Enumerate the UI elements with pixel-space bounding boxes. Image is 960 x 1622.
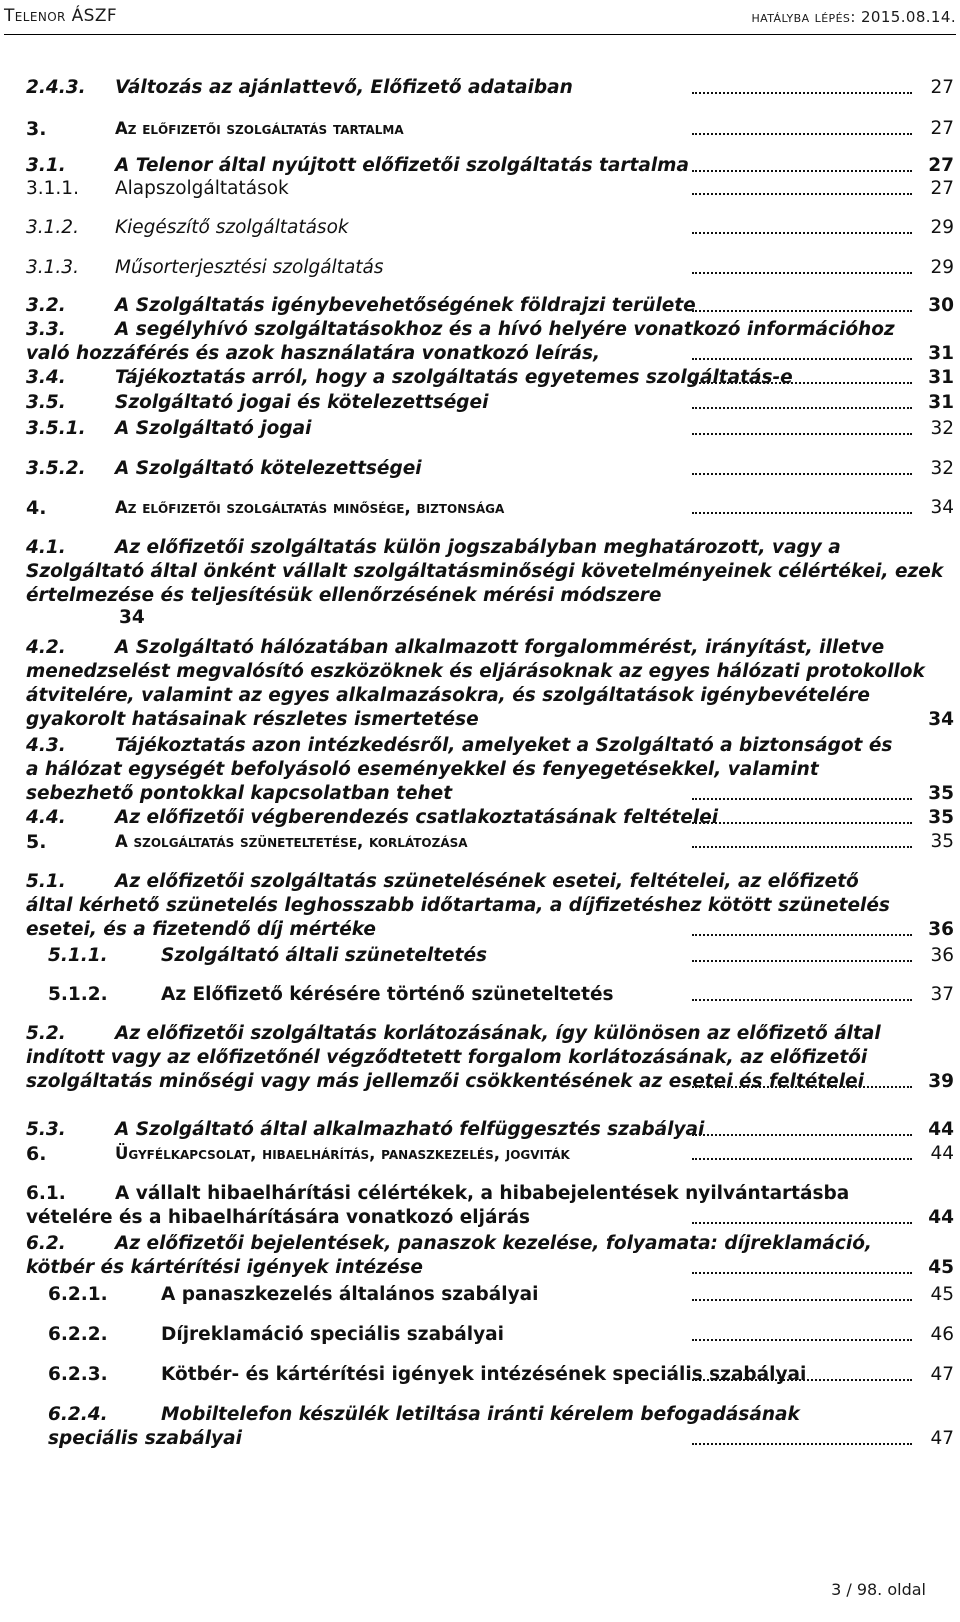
toc-entry[interactable]	[26, 1142, 956, 1166]
toc-entry-number: 4.	[26, 497, 47, 519]
toc-entry-title: Tájékoztatás arról, hogy a szolgáltatás egyetemes szolgáltatás-e	[26, 366, 956, 390]
toc-entry[interactable]	[26, 1118, 956, 1142]
toc-entry-title: Díjreklamáció speciális szabályai	[48, 1323, 956, 1347]
toc-entry[interactable]	[48, 983, 956, 1007]
toc-entry[interactable]	[26, 1182, 956, 1230]
toc-entry[interactable]	[26, 417, 956, 441]
toc-entry-title: Ügyfélkapcsolat, hibaelhárítás, panaszkezelés, jogviták	[26, 1142, 956, 1166]
toc-entry-page: 45	[930, 1284, 954, 1305]
toc-entry-page: 32	[930, 458, 954, 479]
toc-entry[interactable]	[26, 536, 956, 628]
toc-entry[interactable]	[26, 734, 956, 806]
toc-entry-page: 30	[928, 295, 954, 316]
toc-entry-number: 3.5.	[26, 392, 66, 413]
toc-entry-number: 4.2.	[26, 637, 66, 658]
toc-entry-number: 4.1.	[26, 537, 66, 558]
toc-entry-number: 3.5.1.	[26, 418, 86, 439]
toc-entry-number: 5.1.	[26, 871, 66, 892]
toc-entry-number: 5.	[26, 831, 47, 853]
toc-entry-number: 5.1.1.	[48, 945, 108, 966]
toc-entry[interactable]	[26, 391, 956, 415]
toc-entry[interactable]	[26, 216, 956, 240]
toc-entry-title: Az előfizetői szolgáltatás szünetelésének esetei, feltételei, az előfizető által kérhető szünetelés leghosszabb időtartama, a díjfizetéshez kötött szünetelés esetei, és a fizetendő díj mértéke	[26, 870, 956, 942]
toc-entry-page: 27	[928, 155, 954, 176]
header-document-title: Telenor ÁSZF	[4, 6, 118, 26]
toc-entry-page: 31	[928, 392, 954, 413]
toc-entry[interactable]	[26, 636, 956, 732]
toc-entry[interactable]	[26, 177, 956, 201]
toc-entry-title: Az Előfizető kérésére történő szüneteltetés	[48, 983, 956, 1007]
toc-entry-page: 34	[119, 607, 145, 628]
toc-entry-page: 27	[930, 178, 954, 199]
toc-entry-number: 4.4.	[26, 807, 66, 828]
toc-entry-number: 5.1.2.	[48, 984, 108, 1005]
toc-entry-number: 6.	[26, 1143, 47, 1165]
toc-entry-title: A Szolgáltató jogai	[26, 417, 956, 441]
toc-entry[interactable]	[26, 870, 956, 942]
toc-entry-page: 47	[930, 1428, 954, 1449]
toc-entry-title: Változás az ajánlattevő, Előfizető adataiban	[26, 76, 956, 100]
toc-entry-number: 3.2.	[26, 295, 66, 316]
toc-entry-title: Műsorterjesztési szolgáltatás	[26, 256, 956, 280]
toc-entry-title: Szolgáltató jogai és kötelezettségei	[26, 391, 956, 415]
toc-entry[interactable]	[48, 1283, 956, 1307]
toc-entry[interactable]	[26, 76, 956, 100]
toc-entry-title: A Szolgáltató kötelezettségei	[26, 457, 956, 481]
toc-entry-number: 4.3.	[26, 735, 66, 756]
toc-entry-page: 39	[928, 1071, 954, 1092]
toc-entry-page: 34	[930, 497, 954, 518]
toc-entry-title: A vállalt hibaelhárítási célértékek, a hibabejelentések nyilvántartásba vételére és a hibaelhárítására vonatkozó eljárás	[26, 1182, 956, 1230]
toc-entry[interactable]	[26, 1232, 956, 1280]
toc-entry[interactable]	[26, 154, 956, 178]
toc-entry-title: A Szolgáltató által alkalmazható felfüggesztés szabályai	[26, 1118, 956, 1142]
toc-entry-page: 27	[930, 77, 954, 98]
toc-entry-title: Kiegészítő szolgáltatások	[26, 216, 956, 240]
toc-entry-title: A Szolgáltatás igénybevehetőségének földrajzi területe	[26, 294, 956, 318]
toc-entry-page: 36	[928, 919, 954, 940]
toc-entry-page: 44	[928, 1207, 954, 1228]
toc-entry-page: 31	[928, 343, 954, 364]
toc-entry-title: A segélyhívó szolgáltatásokhoz és a hívó helyére vonatkozó információhoz való hozzáférés és azok használatára vonatkozó leírás,	[26, 318, 956, 366]
toc-entry-page: 47	[930, 1364, 954, 1385]
toc-entry-number: 2.4.3.	[26, 77, 86, 98]
toc-entry-title: Tájékoztatás azon intézkedésről, amelyeket a Szolgáltató a biztonságot és a hálózat egységét befolyásoló eseményekkel és fenyegetésekkel, valamint sebezhető pontokkal kapcsolatban tehet	[26, 734, 956, 806]
toc-entry-page: 44	[928, 1119, 954, 1140]
toc-entry[interactable]	[26, 318, 956, 366]
toc-entry-page: 31	[928, 367, 954, 388]
toc-entry[interactable]	[26, 294, 956, 318]
toc-entry-title: Szolgáltató általi szüneteltetés	[48, 944, 956, 968]
toc-entry-title: Alapszolgáltatások	[26, 177, 956, 201]
toc-entry-page: 32	[930, 418, 954, 439]
toc-entry-page: 27	[930, 118, 954, 139]
toc-entry-number: 3.1.3.	[26, 257, 79, 278]
toc-entry-page: 34	[928, 709, 954, 730]
toc-entry-title: Az előfizetői szolgáltatás korlátozásának, így különösen az előfizető által indított vagy az előfizetőnél végződtetett forgalom korlátozásának, az előfizetői szolgáltatás minőségi vagy más jellemzői csökkentésének az esetei és feltételei	[26, 1022, 956, 1094]
toc-entry-number: 3.3.	[26, 319, 66, 340]
toc-entry-number: 6.2.1.	[48, 1284, 108, 1305]
header-effective-date: hatályba lépés: 2015.08.14.	[751, 8, 956, 26]
toc-entry-number: 3.1.	[26, 155, 66, 176]
toc-entry-number: 6.2.4.	[48, 1404, 108, 1425]
toc-entry[interactable]	[48, 944, 956, 968]
toc-entry-number: 5.2.	[26, 1023, 66, 1044]
toc-entry-page: 44	[930, 1143, 954, 1164]
toc-entry-title: A Szolgáltató hálózatában alkalmazott forgalommérést, irányítást, illetve menedzselést megvalósító eszközöknek és eljárásoknak az egyes hálózati protokollok átvitelére, valamint az egyes alkalmazásokra, és szolgáltatások igénybevételére gyakorolt hatásainak részletes ismertetése	[26, 637, 925, 730]
toc-entry[interactable]	[48, 1323, 956, 1347]
toc-entry-page: 35	[930, 831, 954, 852]
toc-entry-number: 3.	[26, 118, 47, 140]
toc-entry[interactable]	[26, 256, 956, 280]
toc-entry-title: Az előfizetői bejelentések, panaszok kezelése, folyamata: díjreklamáció, kötbér és kártérítési igények intézése	[26, 1232, 956, 1280]
toc-entry-page: 45	[928, 1257, 954, 1278]
toc-entry-title: A Telenor által nyújtott előfizetői szolgáltatás tartalma	[26, 154, 956, 178]
toc-entry[interactable]	[26, 830, 956, 854]
toc-entry-title: Mobiltelefon készülék letiltása iránti kérelem befogadásának speciális szabályai	[48, 1403, 956, 1451]
toc-entry-number: 3.4.	[26, 367, 66, 388]
toc-entry[interactable]	[26, 117, 956, 141]
toc-entry-page: 37	[930, 984, 954, 1005]
toc-entry-number: 3.5.2.	[26, 458, 86, 479]
toc-entry[interactable]	[26, 1022, 956, 1094]
toc-entry[interactable]	[26, 806, 956, 830]
toc-entry[interactable]	[26, 457, 956, 481]
toc-entry-title: A szolgáltatás szüneteltetése, korlátozása	[26, 830, 956, 854]
toc-entry-page: 35	[928, 807, 954, 828]
toc-entry[interactable]	[48, 1403, 956, 1451]
toc-entry-title: Az előfizetői szolgáltatás tartalma	[26, 117, 956, 141]
toc-entry-title: Az előfizetői végberendezés csatlakoztatásának feltételei	[26, 806, 956, 830]
toc-entry-page: 35	[928, 783, 954, 804]
toc-entry[interactable]	[48, 1363, 956, 1387]
toc-entry-number: 6.2.3.	[48, 1364, 108, 1385]
toc-entry-number: 6.1.	[26, 1183, 66, 1204]
toc-entry-number: 6.2.	[26, 1233, 66, 1254]
page-number: 3 / 98. oldal	[831, 1580, 926, 1599]
toc-entry-title: A panaszkezelés általános szabályai	[48, 1283, 956, 1307]
toc-entry-title: Az előfizetői szolgáltatás külön jogszabályban meghatározott, vagy a Szolgáltató által önként vállalt szolgáltatásminőségi követelményeinek célértékei, ezek értelmezése és teljesítésük ellenőrzésének mérési módszere	[26, 537, 944, 606]
toc-entry-page: 29	[930, 217, 954, 238]
toc-entry-number: 5.3.	[26, 1119, 66, 1140]
toc-entry-number: 6.2.2.	[48, 1324, 108, 1345]
toc-entry-number: 3.1.1.	[26, 178, 79, 199]
toc-entry[interactable]	[26, 366, 956, 390]
toc-entry-number: 3.1.2.	[26, 217, 79, 238]
toc-entry-page: 36	[930, 945, 954, 966]
toc-entry-page: 46	[930, 1324, 954, 1345]
toc-entry[interactable]	[26, 496, 956, 520]
toc-entry-page: 29	[930, 257, 954, 278]
toc-entry-title: Az előfizetői szolgáltatás minősége, biztonsága	[26, 496, 956, 520]
toc-entry-title: Kötbér- és kártérítési igények intézésének speciális szabályai	[48, 1363, 956, 1387]
